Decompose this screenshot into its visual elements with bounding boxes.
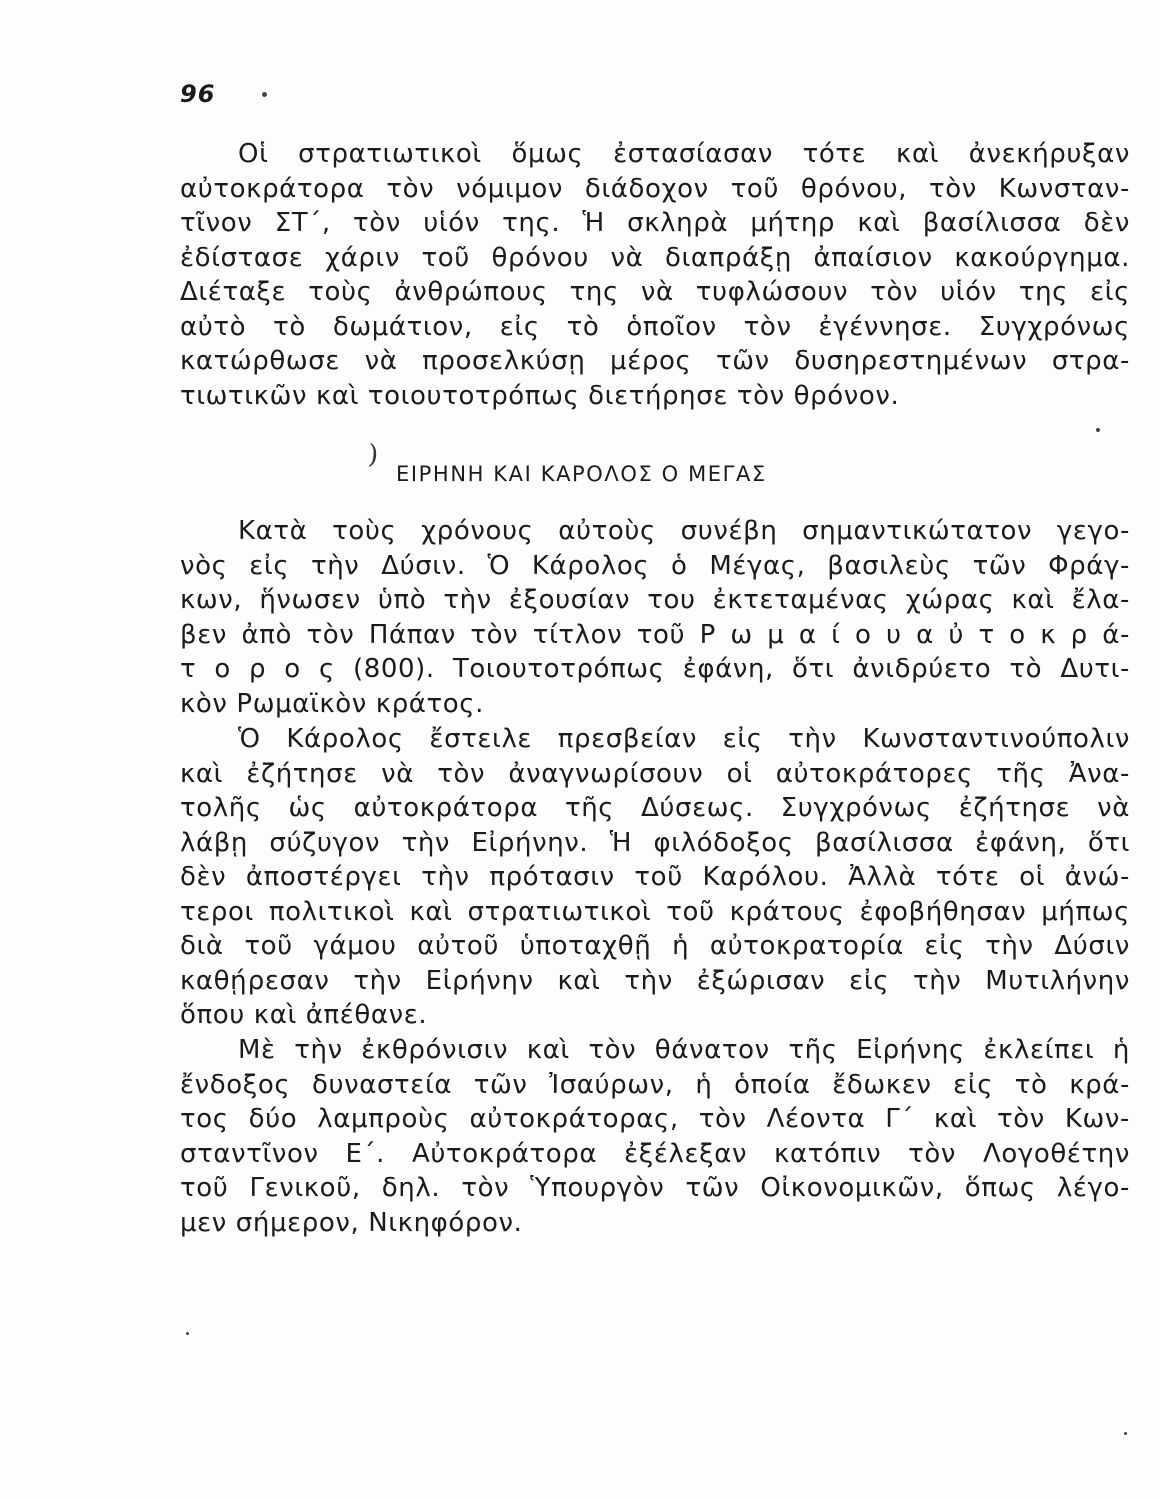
paragraph-line: τῖνον ΣΤ΄, τὸν υἱόν της. Ἡ σκληρὰ μήτηρ καὶ βασίλισσα δὲν xyxy=(180,208,1130,238)
heading-mark: ) xyxy=(366,439,380,471)
paragraph-line: νὸς εἰς τὴν Δύσιν. Ὁ Κάρολος ὁ Μέγας, βασιλεὺς τῶν Φράγ- xyxy=(180,550,1130,581)
paragraph-line: Ὁ Κάρολος ἔστειλε πρεσβείαν εἰς τὴν Κωνσταντινούπολιν xyxy=(238,724,1130,754)
paragraph-line: Οἱ στρατιωτικοὶ ὅμως ἐστασίασαν τότε καὶ ἀνεκήρυξαν xyxy=(238,139,1130,169)
paragraph-line: κὸν Ρωμαϊκὸν κράτος. xyxy=(180,688,485,719)
paragraph-line: δὲν ἀποστέργει τὴν πρότασιν τοῦ Καρόλου. Ἀλλὰ τότε οἱ ἀνώ- xyxy=(180,862,1130,892)
paragraph-line: Διέταξε τοὺς ἀνθρώπους της νὰ τυφλώσουν τὸν υἱόν της εἰς xyxy=(180,277,1130,307)
paragraph-line: τιωτικῶν καὶ τοιουτοτρόπως διετήρησε τὸν θρόνον. xyxy=(180,380,900,411)
paragraph-line: τ ο ρ ο ς (800). Τοιουτοτρόπως ἐφάνη, ὅτι ἀνιδρύετο τὸ Δυτι- xyxy=(180,654,1130,684)
scan-speck xyxy=(262,92,267,97)
section-heading: ΕΙΡΗΝΗ ΚΑΙ ΚΑΡΟΛΟΣ Ο ΜΕΓΑΣ xyxy=(396,462,767,486)
paragraph-line: ἔνδοξος δυναστεία τῶν Ἰσαύρων, ἡ ὁποία ἔδωκεν εἰς τὸ κρά- xyxy=(180,1069,1130,1100)
page-number: 96 xyxy=(180,80,216,108)
paragraph-line: αὐτὸ τὸ δωμάτιον, εἰς τὸ ὁποῖον τὸν ἐγέννησε. Συγχρόνως xyxy=(180,311,1130,342)
paragraph-line: τεροι πολιτικοὶ καὶ στρατιωτικοὶ τοῦ κράτους ἐφοβήθησαν μήπως xyxy=(180,896,1130,927)
paragraph-line: καὶ ἐζήτησε νὰ τὸν ἀναγνωρίσουν οἱ αὐτοκράτορες τῆς Ἀνα- xyxy=(180,758,1130,789)
paragraph-line: ὅπου καὶ ἀπέθανε. xyxy=(180,1000,428,1030)
paragraph-line: καθῄρεσαν τὴν Εἰρήνην καὶ τὴν ἐξώρισαν εἰς τὴν Μυτιλήνην xyxy=(180,965,1130,996)
paragraph-line: Μὲ τὴν ἐκθρόνισιν καὶ τὸν θάνατον τῆς Εἰρήνης ἐκλείπει ἡ xyxy=(238,1035,1130,1065)
paragraph-line: διὰ τοῦ γάμου αὐτοῦ ὑποταχθῇ ἡ αὐτοκρατορία εἰς τὴν Δύσιν xyxy=(180,931,1130,961)
section-paragraph-1 xyxy=(180,514,1130,721)
paragraph-line: αὐτοκράτορα τὸν νόμιμον διάδοχον τοῦ θρόνου, τὸν Κωνσταν- xyxy=(180,173,1130,204)
paragraph-line: λάβῃ σύζυγον τὴν Εἰρήνην. Ἡ φιλόδοξος βασίλισσα ἐφάνη, ὅτι xyxy=(180,827,1130,858)
paragraph-line: τος δύο λαμπροὺς αὐτοκράτορας, τὸν Λέοντα Γ΄ καὶ τὸν Κων- xyxy=(180,1104,1130,1134)
scan-speck xyxy=(1096,428,1100,432)
paragraph-line: τολῆς ὡς αὐτοκράτορα τῆς Δύσεως. Συγχρόνως ἐζήτησε νὰ xyxy=(180,793,1130,823)
paragraph-line: σταντῖνον Ε΄. Αὐτοκράτορα ἐξέλεξαν κατόπιν τὸν Λογοθέτην xyxy=(180,1138,1130,1169)
paragraph-line: ἐδίστασε χάριν τοῦ θρόνου νὰ διαπράξῃ ἀπαίσιον κακούργημα. xyxy=(180,242,1130,273)
paragraph-line: κων, ἥνωσεν ὑπὸ τὴν ἐξουσίαν του ἐκτεταμένας χώρας καὶ ἔλα- xyxy=(180,585,1130,615)
paragraph-line: μεν σήμερον, Νικηφόρον. xyxy=(180,1207,523,1238)
section-paragraph-2 xyxy=(180,722,1130,1033)
scan-speck xyxy=(1124,1432,1127,1435)
paragraph-1 xyxy=(180,137,1130,413)
paragraph-line: βεν ἀπὸ τὸν Πάπαν τὸν τίτλον τοῦ Ρ ω μ α ί ο υ α ὐ τ ο κ ρ ά- xyxy=(180,619,1130,650)
scan-speck xyxy=(186,1332,189,1335)
paragraph-line: Κατὰ τοὺς χρόνους αὐτοὺς συνέβη σημαντικώτατον γεγο- xyxy=(238,516,1130,546)
paragraph-line: κατώρθωσε νὰ προσελκύσῃ μέρος τῶν δυσηρεστημένων στρα- xyxy=(180,346,1130,376)
section-paragraph-3 xyxy=(180,1033,1130,1240)
paragraph-line: τοῦ Γενικοῦ, δηλ. τὸν Ὑπουργὸν τῶν Οἰκονομικῶν, ὅπως λέγο- xyxy=(180,1173,1130,1203)
